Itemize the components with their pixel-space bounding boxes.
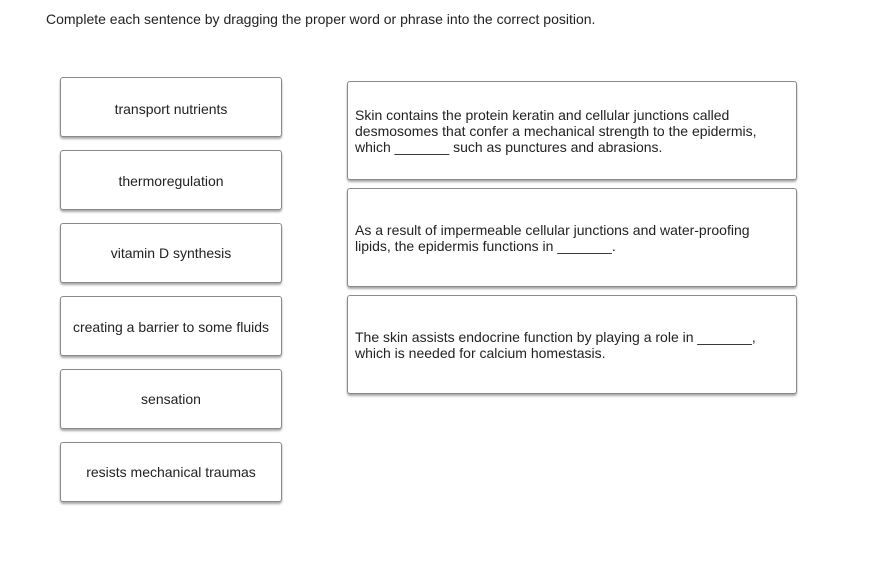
drop-target-sentence-1[interactable]	[347, 81, 797, 180]
drop-target-sentence-3[interactable]	[347, 295, 797, 394]
choice-tile-thermoregulation[interactable]: thermoregulation	[60, 150, 282, 210]
choice-tile-creating-a-barrier[interactable]: creating a barrier to some fluids	[60, 296, 282, 356]
instruction-text: Complete each sentence by dragging the proper word or phrase into the correct position.	[46, 11, 596, 27]
choice-tile-sensation[interactable]: sensation	[60, 369, 282, 429]
sentence-3-text: The skin assists endocrine function by playing a role in _______, which is needed for calcium homestasis.	[355, 328, 756, 361]
choice-tile-transport-nutrients[interactable]: transport nutrients	[60, 77, 282, 137]
sentence-2-text: As a result of impermeable cellular junctions and water-proofing lipids, the epidermis functions in _______.	[355, 221, 750, 254]
drop-target-sentence-2[interactable]	[347, 188, 797, 287]
choice-tile-vitamin-d-synthesis[interactable]: vitamin D synthesis	[60, 223, 282, 283]
choice-tile-resists-mechanical-traumas[interactable]: resists mechanical traumas	[60, 442, 282, 502]
sentence-1-text: Skin contains the protein keratin and cellular junctions called desmosomes that confer a mechanical strength to the epidermis, which _______ such as punctures and abrasions.	[355, 106, 757, 155]
